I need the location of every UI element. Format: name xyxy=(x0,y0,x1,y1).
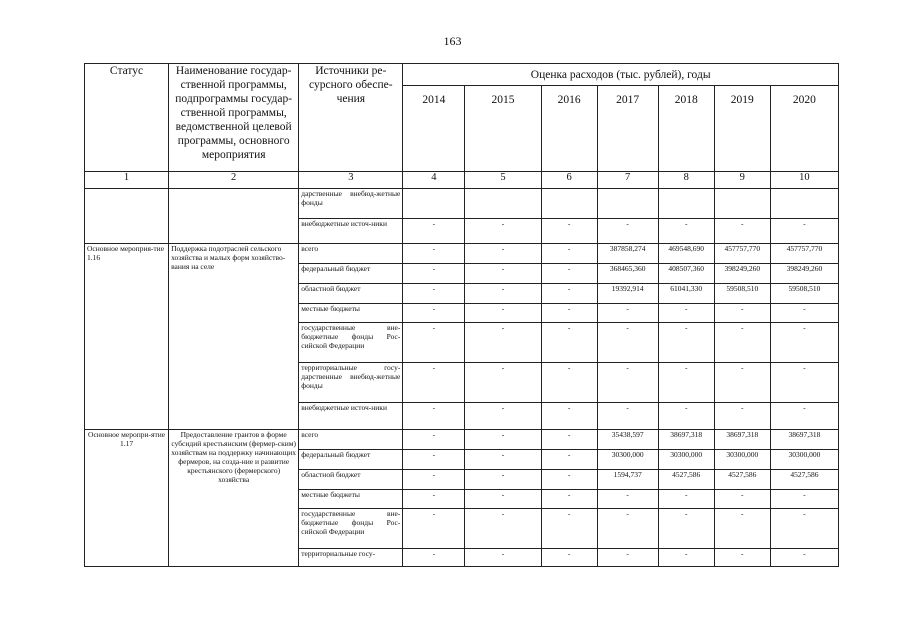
status-cell: Основное меропри-ятие 1.17 xyxy=(85,430,169,567)
source-cell: внебюджетные источ-ники xyxy=(299,219,403,244)
value-cell: - xyxy=(541,363,597,403)
name-cell xyxy=(169,189,299,244)
value-cell: - xyxy=(465,264,541,284)
column-number: 5 xyxy=(465,172,541,189)
value-cell: - xyxy=(597,363,658,403)
value-cell: - xyxy=(770,304,838,323)
value-cell: - xyxy=(770,219,838,244)
value-cell: - xyxy=(403,509,465,549)
column-number: 3 xyxy=(299,172,403,189)
value-cell: - xyxy=(658,403,714,430)
table-row xyxy=(85,430,839,450)
value-cell: - xyxy=(465,509,541,549)
header-year: 2016 xyxy=(541,86,597,172)
source-cell: федеральный бюджет xyxy=(299,264,403,284)
header-status: Статус xyxy=(85,64,169,172)
value-cell: - xyxy=(658,549,714,567)
value-cell: - xyxy=(770,549,838,567)
status-cell xyxy=(85,189,169,244)
value-cell: - xyxy=(403,450,465,470)
header-year: 2018 xyxy=(658,86,714,172)
value-cell: - xyxy=(541,470,597,490)
value-cell: - xyxy=(597,304,658,323)
table-row xyxy=(85,189,839,219)
value-cell: - xyxy=(658,490,714,509)
header-program-name: Наименование государ-ственной программы, подпрограммы государ-ственной программы, ведомственной целевой программы, основного мероприятия xyxy=(169,64,299,172)
source-cell: государственные вне-бюджетные фонды Рос-сийской Федерации xyxy=(299,323,403,363)
source-cell: областной бюджет xyxy=(299,284,403,304)
value-cell: - xyxy=(714,549,770,567)
value-cell: - xyxy=(770,403,838,430)
value-cell: 59508,510 xyxy=(714,284,770,304)
value-cell: - xyxy=(541,430,597,450)
value-cell: - xyxy=(714,403,770,430)
value-cell: - xyxy=(597,403,658,430)
value-cell: - xyxy=(714,323,770,363)
value-cell: - xyxy=(465,304,541,323)
value-cell xyxy=(541,189,597,219)
value-cell: - xyxy=(541,549,597,567)
value-cell: - xyxy=(465,403,541,430)
value-cell: - xyxy=(465,430,541,450)
value-cell: - xyxy=(403,549,465,567)
value-cell: 4527,586 xyxy=(770,470,838,490)
value-cell: 30300,000 xyxy=(597,450,658,470)
value-cell: - xyxy=(403,363,465,403)
value-cell: - xyxy=(403,323,465,363)
value-cell: - xyxy=(403,430,465,450)
value-cell: - xyxy=(770,323,838,363)
value-cell: - xyxy=(714,304,770,323)
value-cell: 38697,318 xyxy=(658,430,714,450)
column-number: 7 xyxy=(597,172,658,189)
table-row xyxy=(85,244,839,264)
column-number: 1 xyxy=(85,172,169,189)
value-cell: - xyxy=(403,219,465,244)
value-cell: - xyxy=(465,490,541,509)
source-cell: областной бюджет xyxy=(299,470,403,490)
source-cell: всего xyxy=(299,244,403,264)
value-cell: - xyxy=(541,450,597,470)
value-cell: - xyxy=(541,304,597,323)
column-number: 2 xyxy=(169,172,299,189)
value-cell xyxy=(597,189,658,219)
source-cell: местные бюджеты xyxy=(299,304,403,323)
value-cell: - xyxy=(597,490,658,509)
value-cell xyxy=(658,189,714,219)
value-cell: 4527,586 xyxy=(714,470,770,490)
value-cell: - xyxy=(597,549,658,567)
column-number: 9 xyxy=(714,172,770,189)
value-cell: 387858,274 xyxy=(597,244,658,264)
value-cell: - xyxy=(714,219,770,244)
value-cell: - xyxy=(465,323,541,363)
value-cell: 457757,770 xyxy=(714,244,770,264)
value-cell: - xyxy=(658,509,714,549)
value-cell: - xyxy=(465,219,541,244)
page-number: 163 xyxy=(443,34,462,48)
value-cell: - xyxy=(597,323,658,363)
value-cell: - xyxy=(465,284,541,304)
value-cell: 469548,690 xyxy=(658,244,714,264)
source-cell: внебюджетные источ-ники xyxy=(299,403,403,430)
value-cell: 38697,318 xyxy=(714,430,770,450)
source-cell: местные бюджеты xyxy=(299,490,403,509)
value-cell: 457757,770 xyxy=(770,244,838,264)
value-cell: - xyxy=(658,323,714,363)
value-cell: - xyxy=(465,470,541,490)
value-cell: 38697,318 xyxy=(770,430,838,450)
value-cell xyxy=(714,189,770,219)
value-cell: 35438,597 xyxy=(597,430,658,450)
value-cell: - xyxy=(403,490,465,509)
source-cell: территориальные госу- xyxy=(299,549,403,567)
value-cell: - xyxy=(403,264,465,284)
value-cell: 19392,914 xyxy=(597,284,658,304)
value-cell: - xyxy=(541,509,597,549)
source-cell: федеральный бюджет xyxy=(299,450,403,470)
header-year: 2014 xyxy=(403,86,465,172)
value-cell: - xyxy=(403,304,465,323)
column-number: 6 xyxy=(541,172,597,189)
source-cell: дарственные внебюд-жетные фонды xyxy=(299,189,403,219)
column-number: 8 xyxy=(658,172,714,189)
value-cell: - xyxy=(541,323,597,363)
budget-table xyxy=(84,63,839,567)
column-number: 4 xyxy=(403,172,465,189)
value-cell: - xyxy=(403,284,465,304)
value-cell: - xyxy=(541,244,597,264)
value-cell: 1594,737 xyxy=(597,470,658,490)
value-cell: - xyxy=(658,363,714,403)
value-cell: - xyxy=(465,363,541,403)
source-cell: государственные вне-бюджетные фонды Рос-сийской Федерации xyxy=(299,509,403,549)
header-year: 2019 xyxy=(714,86,770,172)
status-cell: Основное мероприя-тие 1.16 xyxy=(85,244,169,430)
value-cell: - xyxy=(541,490,597,509)
value-cell: - xyxy=(541,264,597,284)
value-cell: - xyxy=(541,219,597,244)
value-cell: - xyxy=(770,363,838,403)
value-cell: 30300,000 xyxy=(658,450,714,470)
value-cell: - xyxy=(597,509,658,549)
value-cell: - xyxy=(770,509,838,549)
source-cell: всего xyxy=(299,430,403,450)
value-cell: 30300,000 xyxy=(714,450,770,470)
value-cell: - xyxy=(658,304,714,323)
value-cell xyxy=(770,189,838,219)
value-cell: 398249,260 xyxy=(714,264,770,284)
value-cell: - xyxy=(403,403,465,430)
value-cell: 30300,000 xyxy=(770,450,838,470)
header-year: 2015 xyxy=(465,86,541,172)
header-sources: Источники ре-сурсного обеспе-чения xyxy=(299,64,403,172)
value-cell: - xyxy=(714,490,770,509)
value-cell: - xyxy=(541,284,597,304)
header-year: 2020 xyxy=(770,86,838,172)
value-cell: - xyxy=(403,470,465,490)
value-cell: - xyxy=(597,219,658,244)
value-cell: - xyxy=(465,244,541,264)
value-cell: 398249,260 xyxy=(770,264,838,284)
value-cell: - xyxy=(658,219,714,244)
value-cell: 59508,510 xyxy=(770,284,838,304)
value-cell: - xyxy=(403,244,465,264)
value-cell: 368465,360 xyxy=(597,264,658,284)
column-number: 10 xyxy=(770,172,838,189)
value-cell: - xyxy=(770,490,838,509)
name-cell: Поддержка подотраслей сельского хозяйства и малых форм хозяйство-вания на селе xyxy=(169,244,299,430)
header-year: 2017 xyxy=(597,86,658,172)
value-cell: 61041,330 xyxy=(658,284,714,304)
value-cell: - xyxy=(465,549,541,567)
value-cell: - xyxy=(541,403,597,430)
value-cell xyxy=(465,189,541,219)
header-expense-estimate: Оценка расходов (тыс. рублей), годы xyxy=(403,64,839,86)
value-cell: 4527,586 xyxy=(658,470,714,490)
value-cell: - xyxy=(465,450,541,470)
value-cell: 408507,360 xyxy=(658,264,714,284)
value-cell: - xyxy=(714,509,770,549)
column-numbers-row xyxy=(85,172,839,189)
value-cell xyxy=(403,189,465,219)
name-cell: Предоставление грантов в форме субсидий крестьянским (фермер-ским) хозяйствам на поддержку начинающих фермеров, на созда-ние и развитие крестьянского (фермерского) хозяйства xyxy=(169,430,299,567)
source-cell: территориальные госу-дарственные внебюд-жетные фонды xyxy=(299,363,403,403)
value-cell: - xyxy=(714,363,770,403)
